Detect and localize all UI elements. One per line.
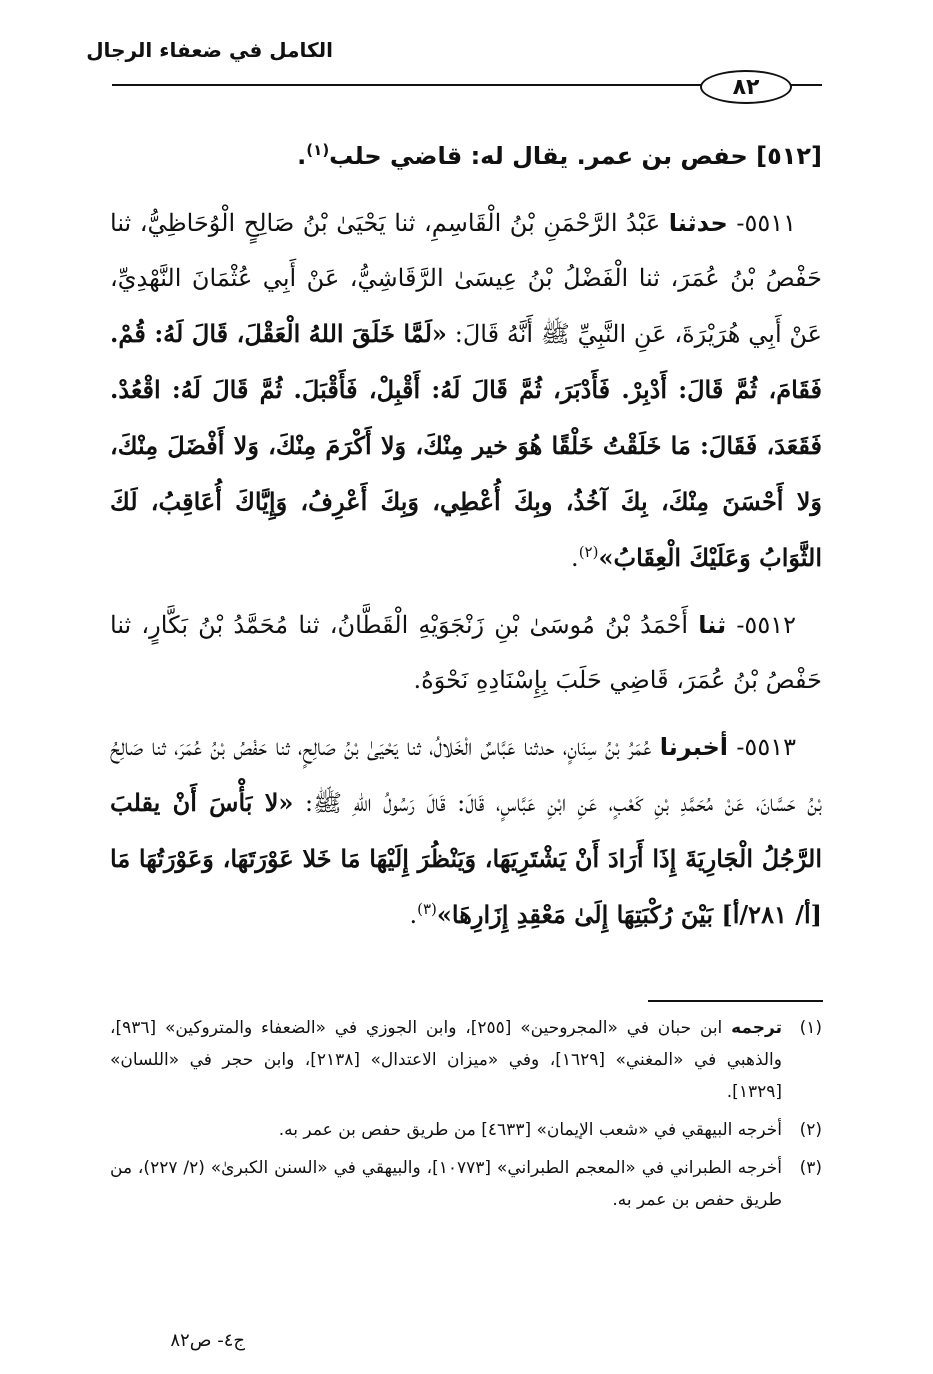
page-number-badge (700, 70, 792, 104)
footnote-marker: (٣) (799, 1158, 822, 1178)
footnote-lead-word: ترجمه (731, 1018, 783, 1038)
hadith-chain: عُمَرُ بْنُ سِنَانٍ، حدثنا عَبَّاسٌ الْخَلالُ، ثنا يَحْيَىٰ بْنُ صَالِحٍ، ثنا حَفْصُ بْنُ عُمَرَ، ثنا صَالِحُ بْنُ حَسَّانَ، عَنْ مُحَمَّدِ بْنِ كَعْبٍ، عَنِ ابْنِ عَبَّاسٍ، قَالَ: قَالَ رَسُولُ اللهِ ﷺ: (110, 733, 822, 817)
footnote-ref: (٣) (417, 900, 437, 918)
hadith-lead-word: أخبرنا (659, 733, 729, 761)
hadith-5512 (110, 598, 822, 708)
footnote-1 (110, 1012, 822, 1108)
folio-reference: ج٤- ص٨٢ (170, 1330, 245, 1351)
footnote-2 (110, 1114, 822, 1146)
hadith-5513 (110, 720, 822, 943)
footnote-text (110, 1012, 782, 1108)
hadith-number: ٥٥١١- (736, 209, 796, 237)
hadith-chain: عَبْدُ الرَّحْمَنِ بْنُ الْقَاسِمِ، ثنا يَحْيَىٰ بْنُ صَالِحٍ الْوُحَاظِيُّ، ثنا حَفْصُ بْنُ عُمَرَ، ثنا الْفَضْلُ بْنُ عِيسَىٰ الرَّقَاشِيُّ، عَنْ أَبِي عُثْمَانَ النَّهْدِيِّ، عَنْ أَبِي هُرَيْرَةَ، عَنِ النَّبِيِّ ﷺ أَنَّهُ قَالَ: (110, 209, 823, 348)
hadith-end: . (409, 901, 418, 929)
hadith-number: ٥٥١٢- (736, 611, 796, 639)
hadith-chain: أَحْمَدُ بْنُ مُوسَىٰ بْنِ زَنْجَوَيْهِ الْقَطَّانُ، ثنا مُحَمَّدُ بْنُ بَكَّارٍ، ثنا حَفْصُ بْنُ عُمَرَ، قَاضِي حَلَبَ بِإِسْنَادِهِ نَحْوَهُ. (110, 611, 822, 694)
entry-heading (110, 130, 822, 182)
footnote-3 (110, 1152, 822, 1216)
entry-heading-text: [٥١٢] حفص بن عمر. يقال له: قاضي حلب (329, 142, 822, 170)
hadith-lead-word: حدثنا (668, 209, 728, 237)
footnote-body: أخرجه الطبراني في «المعجم الطبراني» [١٠٧٧٣]، والبيهقي في «السنن الكبرىٰ» (٢/ ٢٢٧)، من طريق حفص بن عمر به. (110, 1158, 782, 1210)
hadith-end: . (571, 544, 579, 572)
entry-heading-end: . (297, 142, 307, 170)
footnote-ref: (٢) (578, 543, 599, 561)
main-text (110, 130, 822, 955)
hadith-5511 (110, 196, 822, 586)
hadith-lead-word: ثنا (698, 611, 727, 639)
footnotes (110, 1012, 822, 1222)
hadith-text: «لَمَّا خَلَقَ اللهُ الْعَقْلَ، قَالَ لَهُ: قُمْ. فَقَامَ، ثُمَّ قَالَ: أَدْبِرْ. فَأَدْبَرَ، ثُمَّ قَالَ لَهُ: أَقْبِلْ، فَأَقْبَلَ. ثُمَّ قَالَ لَهُ: اقْعُدْ. فَقَعَدَ، فَقَالَ: مَا خَلَقْتُ خَلْقًا هُوَ خير مِنْكَ، وَلا أَكْرَمَ مِنْكَ، وَلا أَفْضَلَ مِنْكَ، وَلا أَحْسَنَ مِنْكَ، بِكَ آخُذُ، وبِكَ أُعْطِي، وَبِكَ أَعْرِفُ، وَإِيَّاكَ أُعَاقِبُ، لَكَ الثَّوَابُ وَعَلَيْكَ الْعِقَابُ» (110, 319, 822, 572)
running-header-title: الكامل في ضعفاء الرجال (86, 38, 333, 62)
hadith-number: ٥٥١٣- (736, 733, 796, 761)
footnote-marker: (١) (799, 1018, 822, 1038)
page-number: ٨٢ (732, 74, 760, 100)
footnote-body: ابن حبان في «المجروحين» [٢٥٥]، وابن الجوزي في «الضعفاء والمتروكين» [٩٣٦]، والذهبي في «المغني» [١٦٢٩]، وفي «ميزان الاعتدال» [٢١٣٨]، وابن حجر في «اللسان» [١٣٢٩]. (110, 1018, 782, 1102)
footnote-ref: (١) (306, 141, 330, 159)
hadith-text: «لا بَأْسَ أَنْ يقلبَ الرَّجُلُ الْجَارِيَةَ إِذَا أَرَادَ أَنْ يَشْتَرِيَهَا، وَيَنْظُرَ إِلَيْهَا مَا خَلا عَوْرَتَهَا، وَعَوْرَتُهَا مَا [أ/ ٢٨١/أ] بَيْنَ رُكْبَتِهَا إِلَىٰ مَعْقِدِ إِزَارِهَا» (110, 788, 822, 929)
footnote-marker: (٢) (799, 1120, 822, 1140)
footnote-body: أخرجه البيهقي في «شعب الإيمان» [٤٦٣٣] من طريق حفص بن عمر به. (278, 1120, 782, 1140)
footnote-separator (648, 1000, 823, 1002)
